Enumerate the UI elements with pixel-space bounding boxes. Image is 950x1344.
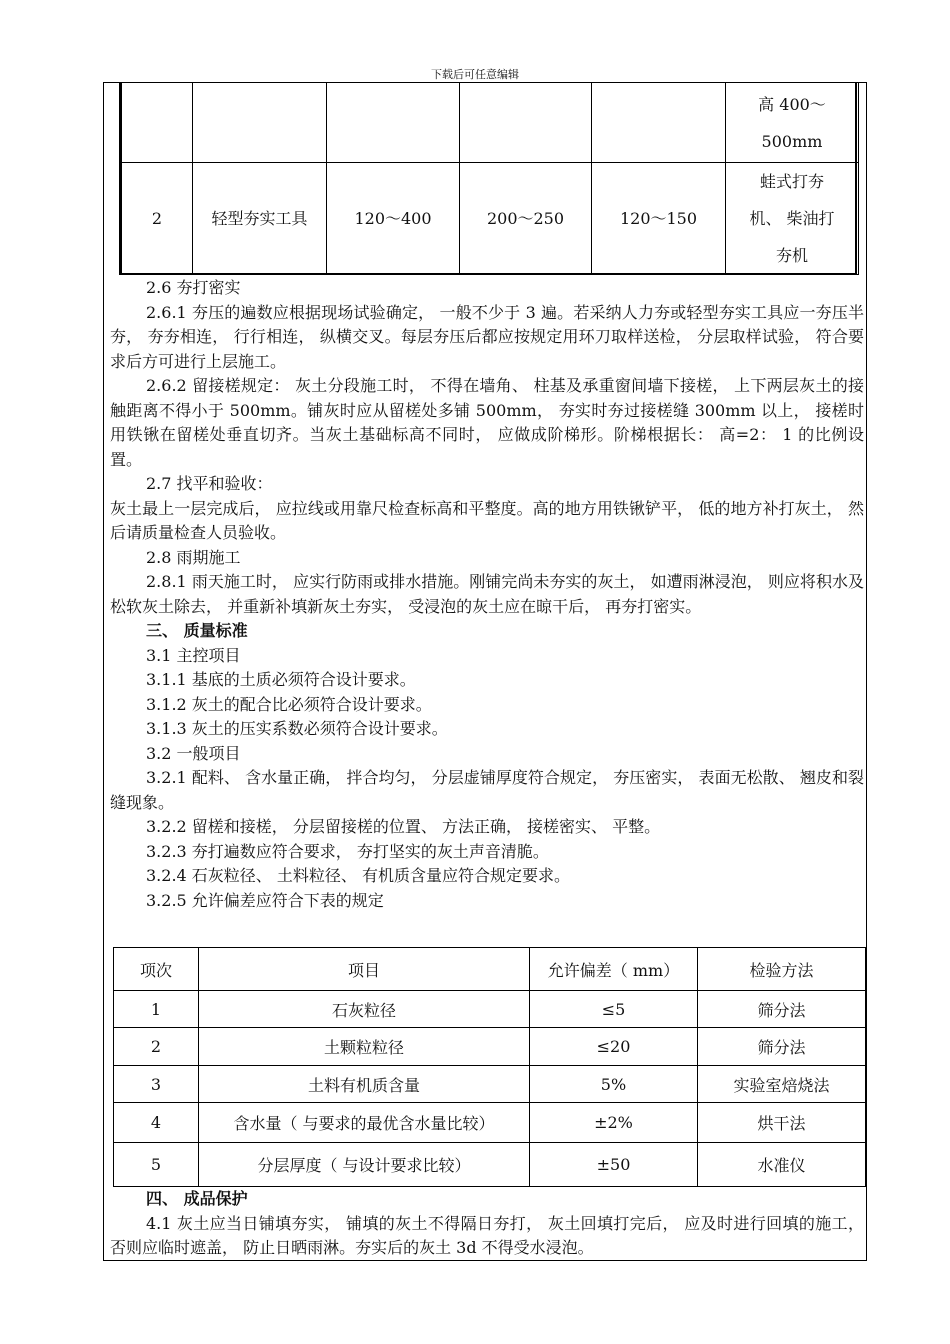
table-cell bbox=[193, 83, 327, 163]
paragraph: 3.2.4 石灰粒径、 土料粒径、 有机质含量应符合规定要求。 bbox=[146, 866, 570, 885]
paragraph: 3.2.2 留槎和接槎， 分层留接槎的位置、 方法正确， 接槎密实、 平整。 bbox=[146, 817, 661, 836]
table-cell: 烘干法 bbox=[698, 1103, 866, 1143]
table-cell: 分层厚度（ 与设计要求比较） bbox=[199, 1143, 530, 1187]
paragraph: 2.8 雨期施工 bbox=[146, 547, 241, 567]
paragraph: 3.1.2 灰土的配合比必须符合设计要求。 bbox=[146, 694, 432, 714]
body-text bbox=[110, 276, 864, 913]
table-row bbox=[114, 991, 866, 1028]
paragraph: 3.1 主控项目 bbox=[146, 645, 241, 665]
table-cell: 120～150 bbox=[592, 163, 726, 275]
table-row bbox=[114, 1028, 866, 1066]
tolerance-table bbox=[113, 947, 866, 1187]
column-header: 项目 bbox=[199, 948, 530, 991]
table-cell: 石灰粒径 bbox=[199, 991, 530, 1028]
table-cell: 含水量（ 与要求的最优含水量比较） bbox=[199, 1103, 530, 1143]
table-cell: 筛分法 bbox=[698, 1028, 866, 1066]
table-cell: 2 bbox=[122, 163, 193, 275]
table-cell: 5 bbox=[114, 1143, 199, 1187]
section-heading: 三、 质量标准 bbox=[146, 621, 248, 640]
table-row bbox=[114, 1066, 866, 1103]
body-text-bottom bbox=[110, 1187, 864, 1261]
paragraph: 2.6 夯打密实 bbox=[146, 278, 241, 297]
table-cell bbox=[726, 83, 859, 163]
paragraph: 3.1.1 基底的土质必须符合设计要求。 bbox=[146, 670, 416, 689]
table-cell: 1 bbox=[114, 991, 199, 1028]
table-cell: ≤20 bbox=[530, 1028, 698, 1066]
table-cell: ±2% bbox=[530, 1103, 698, 1143]
table-cell: ≤5 bbox=[530, 991, 698, 1028]
column-header: 检验方法 bbox=[698, 948, 866, 991]
table-cell bbox=[327, 83, 460, 163]
paragraph: 2.8.1 雨天施工时， 应实行防雨或排水措施。刚铺完尚未夯实的灰土， 如遭雨淋浸泡， 则应将积水及松软灰土除去， 并重新补填新灰土夯实， 受浸泡的灰土应在晾干后， 再夯打密实。 bbox=[110, 572, 864, 616]
paragraph: 2.7 找平和验收： bbox=[146, 474, 273, 493]
table-cell: ±50 bbox=[530, 1143, 698, 1187]
section-heading: 四、 成品保护 bbox=[146, 1189, 248, 1208]
table-cell: 轻型夯实工具 bbox=[193, 163, 327, 275]
table-cell: 实验室焙烧法 bbox=[698, 1066, 866, 1103]
paragraph: 4.1 灰土应当日铺填夯实， 铺填的灰土不得隔日夯打， 灰土回填打完后， 应及时进行回填的施工， 否则应临时遮盖， 防止日晒雨淋。夯实后的灰土 3d 不得受水浸泡。 bbox=[110, 1213, 864, 1257]
table-row bbox=[122, 83, 859, 163]
table-cell: 120～400 bbox=[327, 163, 460, 275]
paragraph: 3.2 一般项目 bbox=[146, 743, 241, 763]
table-cell: 4 bbox=[114, 1103, 199, 1143]
table-cell: 土颗粒粒径 bbox=[199, 1028, 530, 1066]
table-cell: 筛分法 bbox=[698, 991, 866, 1028]
cell-line: 机、 柴油打 bbox=[749, 209, 835, 228]
table-cell bbox=[122, 83, 193, 163]
cell-line: 蛙式打夯 bbox=[759, 172, 824, 191]
paragraph: 2.6.1 夯压的遍数应根据现场试验确定， 一般不少于 3 遍。若采纳人力夯或轻型夯实工具应一夯压半夯， 夯夯相连， 行行相连， 纵横交叉。每层夯压后都应按规定用环刀取样送检， 分层取样试验， 符合要求后方可进行上层施工。 bbox=[110, 302, 864, 371]
table-cell bbox=[460, 83, 592, 163]
paragraph: 2.6.2 留接槎规定： 灰土分段施工时， 不得在墙角、 柱基及承重窗间墙下接槎， 上下两层灰土的接触距离不得小于 500mm。铺灰时应从留槎处多铺 500mm， 夯实时夯过接槎缝 300mm 以上， 接槎时用铁锹在留槎处垂直切齐。当灰土基础标高不同时， 应做成阶梯形。阶梯根据长： 高=2： 1 的比例设置。 bbox=[110, 376, 864, 469]
table-cell: 3 bbox=[114, 1066, 199, 1103]
table-row bbox=[114, 1143, 866, 1187]
cell-line: 夯机 bbox=[775, 246, 808, 265]
table-cell: 5% bbox=[530, 1066, 698, 1103]
column-header: 项次 bbox=[114, 948, 199, 991]
paragraph: 3.2.1 配料、 含水量正确， 拌合均匀， 分层虚铺厚度符合规定， 夯压密实， 表面无松散、 翘皮和裂缝现象。 bbox=[110, 768, 864, 812]
page-header: 下载后可任意编辑 bbox=[431, 68, 519, 81]
cell-line: 高 400～ bbox=[758, 94, 826, 114]
paragraph: 3.1.3 灰土的压实系数必须符合设计要求。 bbox=[146, 719, 448, 738]
table-cell: 2 bbox=[114, 1028, 199, 1066]
equipment-table bbox=[121, 82, 859, 275]
table-row bbox=[122, 163, 859, 275]
table-cell bbox=[726, 163, 859, 275]
cell-line: 500mm bbox=[761, 131, 823, 151]
paragraph: 灰土最上一层完成后， 应拉线或用靠尺检查标高和平整度。高的地方用铁锹铲平， 低的地方补打灰土， 然后请质量检查人员验收。 bbox=[110, 498, 864, 542]
table-header-row bbox=[114, 948, 866, 991]
table-cell: 200～250 bbox=[460, 163, 592, 275]
table-row bbox=[114, 1103, 866, 1143]
table-cell: 土料有机质含量 bbox=[199, 1066, 530, 1103]
paragraph: 3.2.3 夯打遍数应符合要求， 夯打坚实的灰土声音清脆。 bbox=[146, 841, 549, 861]
paragraph: 3.2.5 允许偏差应符合下表的规定 bbox=[146, 890, 384, 910]
table-cell: 水准仪 bbox=[698, 1143, 866, 1187]
column-header: 允许偏差（ mm） bbox=[530, 948, 698, 991]
table-cell bbox=[592, 83, 726, 163]
